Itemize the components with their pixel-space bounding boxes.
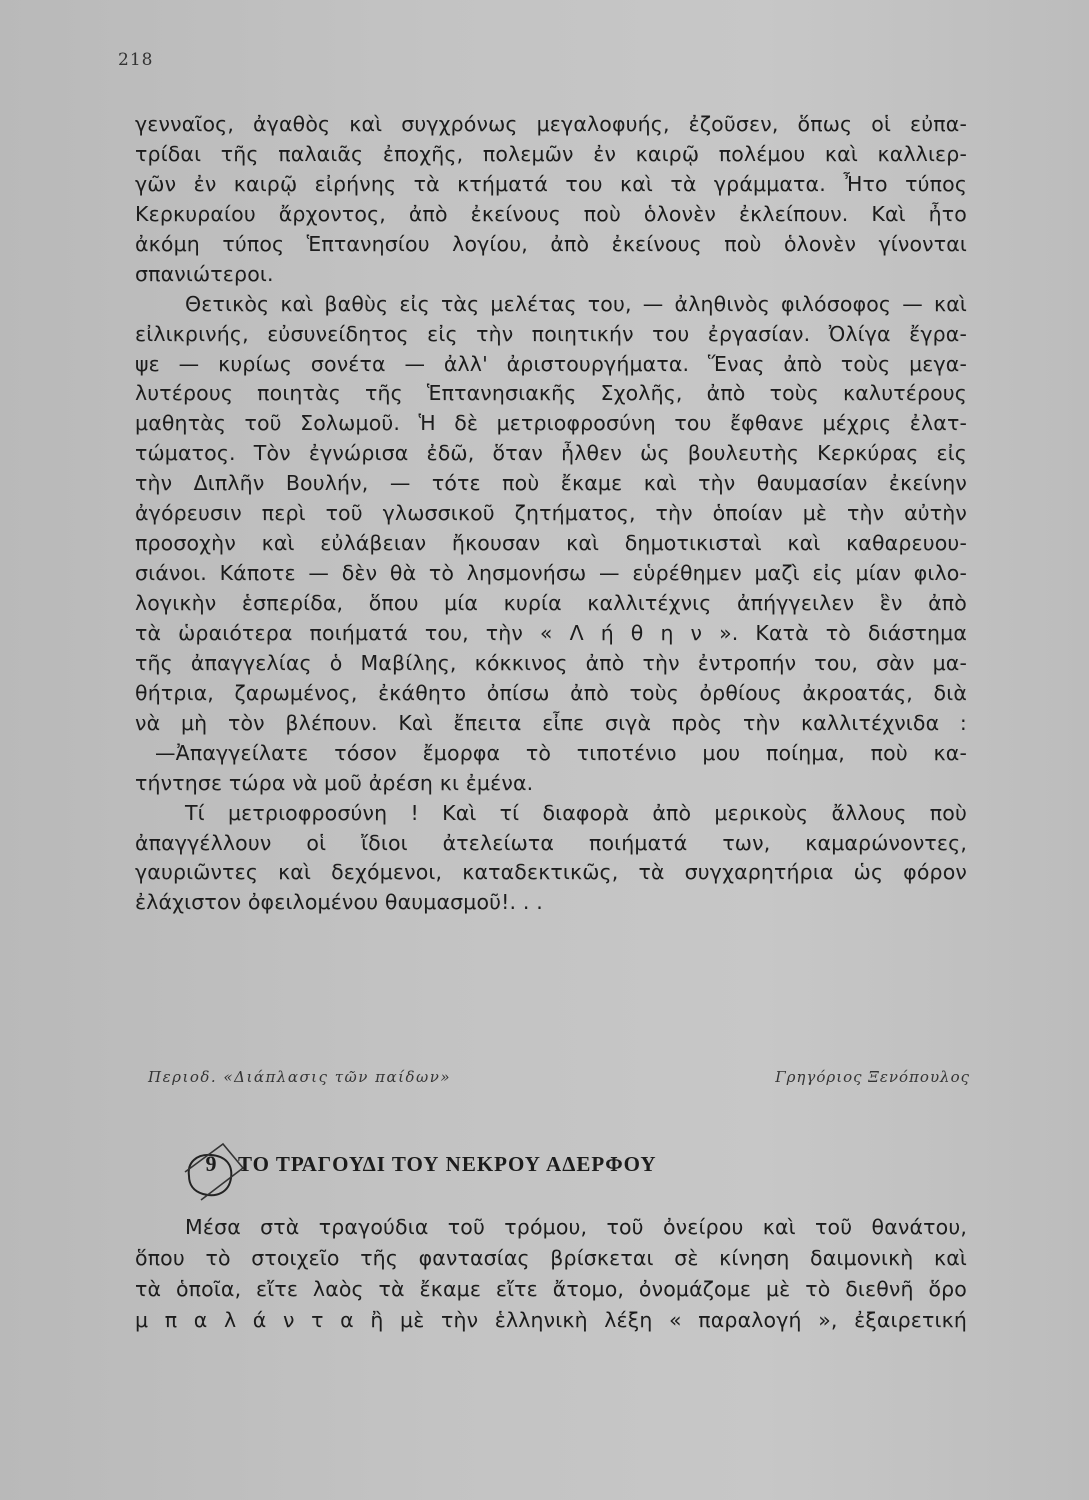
text-line: λυτέρους ποιητὰς τῆς Ἑπτανησιακῆς Σχολῆς, ἀπὸ τοὺς καλυτέρους — [135, 381, 967, 406]
text-line: ἀκόμη τύπος Ἑπτανησίου λογίου, ἀπὸ ἐκείνους ποὺ ὁλονὲν γίνονται — [135, 231, 967, 256]
text-line: ψε — κυρίως σονέτα — ἀλλ' ἀριστουργήματα. Ἕνας ἀπὸ τοὺς μεγα- — [135, 351, 967, 376]
text-line: μ π α λ ά ν τ α ἢ μὲ τὴν ἑλληνικὴ λέξη « παραλογή », ἐξαιρετική — [135, 1308, 967, 1332]
text-line: ὅπου τὸ στοιχεῖο τῆς φαντασίας βρίσκεται σὲ κίνηση δαιμονικὴ καὶ — [135, 1246, 967, 1270]
section-number: 9 — [205, 1151, 217, 1176]
text-line: εἰλικρινής, εὐσυνείδητος εἰς τὴν ποιητικήν του ἐργασίαν. Ὀλίγα ἔγρα- — [135, 321, 967, 346]
attribution-source: Περιοδ. «Διάπλασις τῶν παίδων» — [148, 1068, 452, 1086]
section-heading — [183, 1128, 883, 1198]
text-line: τήντησε τώρα νὰ μοῦ ἀρέση κι ἐμένα. — [135, 770, 534, 795]
text-line: προσοχὴν καὶ εὐλάβειαν ἤκουσαν καὶ δημοτικισταὶ καὶ καθαρευου- — [135, 531, 967, 556]
text-line: μαθητὰς τοῦ Σολωμοῦ. Ἡ δὲ μετριοφροσύνη του ἔφθανε μέχρις ἐλατ- — [135, 411, 967, 436]
text-line: τῆς ἀπαγγελίας ὁ Μαβίλης, κόκκινος ἀπὸ τὴν ἐντροπήν του, σὰν μα- — [135, 650, 967, 675]
text-line: Θετικὸς καὶ βαθὺς εἰς τὰς μελέτας του, — ἀληθινὸς φιλόσοφος — καὶ — [185, 291, 967, 316]
text-line: Μέσα στὰ τραγούδια τοῦ τρόμου, τοῦ ὀνείρου καὶ τοῦ θανάτου, — [185, 1215, 967, 1239]
text-line: σιάνοι. Κάποτε — δὲν θὰ τὸ λησμονήσω — εὑρέθημεν μαζὶ εἰς μίαν φιλο- — [135, 561, 967, 586]
text-line: τώματος. Τὸν ἐγνώρισα ἐδῶ, ὅταν ἦλθεν ὡς βουλευτὴς Κερκύρας εἰς — [135, 441, 967, 466]
body-text — [135, 110, 967, 918]
text-line: τρίδαι τῆς παλαιᾶς ἐποχῆς, πολεμῶν ἐν καιρῷ πολέμου καὶ καλλιερ- — [135, 141, 967, 166]
text-line: τὰ ὁποῖα, εἴτε λαὸς τὰ ἔκαμε εἴτε ἄτομο, ὀνομάζομε μὲ τὸ διεθνῆ ὅρο — [135, 1277, 967, 1301]
text-line: Κερκυραίου ἄρχοντος, ἀπὸ ἐκείνους ποὺ ὁλονὲν ἐκλείπουν. Καὶ ἦτο — [135, 201, 967, 226]
text-line: γῶν ἐν καιρῷ εἰρήνης τὰ κτήματά του καὶ τὰ γράμματα. Ἦτο τύπος — [135, 171, 967, 196]
text-line: Τί μετριοφροσύνη ! Καὶ τί διαφορὰ ἀπὸ μερικοὺς ἄλλους ποὺ — [185, 800, 967, 825]
section-body — [135, 1212, 967, 1336]
section-title: ΤΟ ΤΡΑΓΟΥΔΙ ΤΟΥ ΝΕΚΡΟΥ ΑΔΕΡΦΟΥ — [238, 1152, 657, 1176]
attribution — [148, 1068, 970, 1086]
text-line: λογικὴν ἑσπερίδα, ὅπου μία κυρία καλλιτέχνις ἀπήγγειλεν ἓν ἀπὸ — [135, 591, 967, 615]
text-line: γαυριῶντες καὶ δεχόμενοι, καταδεκτικῶς, τὰ συγχαρητήρια ὡς φόρον — [135, 860, 967, 885]
text-line: νὰ μὴ τὸν βλέπουν. Καὶ ἔπειτα εἶπε σιγὰ πρὸς τὴν καλλιτέχνιδα : — [135, 710, 967, 735]
text-line: ἐλάχιστον ὀφειλομένου θαυμασμοῦ!. . . — [135, 890, 543, 915]
text-line: τὴν Διπλῆν Βουλήν, — τότε ποὺ ἔκαμε καὶ τὴν θαυμασίαν ἐκείνην — [135, 471, 967, 496]
attribution-author: Γρηγόριος Ξενόπουλος — [775, 1068, 970, 1086]
text-line: θήτρια, ζαρωμένος, ἐκάθητο ὀπίσω ἀπὸ τοὺς ὀρθίους ἀκροατάς, διὰ — [135, 680, 967, 705]
text-line: τὰ ὡραιότερα ποιήματά του, τὴν « Λ ή θ η ν ». Κατὰ τὸ διάστημα — [135, 620, 967, 645]
text-line: —Ἀπαγγείλατε τόσον ἔμορφα τὸ τιποτένιο μου ποίημα, ποὺ κα- — [155, 740, 967, 765]
text-line: σπανιώτεροι. — [135, 261, 274, 286]
text-line: ἀπαγγέλλουν οἱ ἴδιοι ἀτελείωτα ποιήματά των, καμαρώνοντες, — [135, 830, 967, 855]
page-number: 218 — [118, 50, 154, 70]
text-line: ἀγόρευσιν περὶ τοῦ γλωσσικοῦ ζητήματος, τὴν ὁποίαν μὲ τὴν αὐτὴν — [135, 501, 967, 526]
text-line: γενναῖος, ἀγαθὸς καὶ συγχρόνως μεγαλοφυής, ἐζοῦσεν, ὅπως οἱ εὐπα- — [135, 112, 967, 136]
